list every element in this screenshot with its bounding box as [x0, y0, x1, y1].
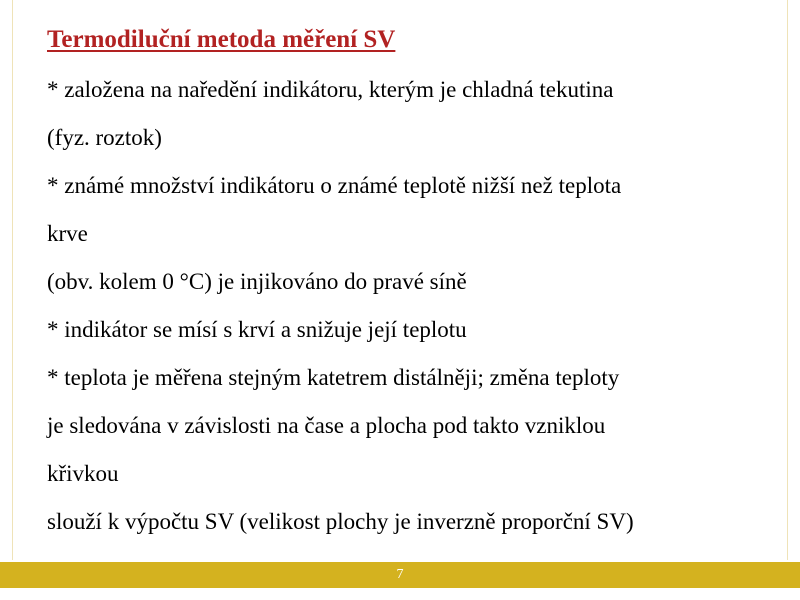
- slide-content: [47, 22, 767, 546]
- body-line-1: * založena na naředění indikátoru, kterým je chladná tekutina: [47, 77, 614, 102]
- slide-title: Termodiluční metoda měření SV: [47, 26, 396, 53]
- body-line-6: * indikátor se mísí s krví a snižuje její teplotu: [47, 317, 467, 342]
- body-line-3: * známé množství indikátoru o známé teplotě nižší než teplota: [47, 173, 622, 198]
- body-line-2: (fyz. roztok): [47, 125, 162, 150]
- page-number: 7: [396, 567, 404, 582]
- body-line-4: krve: [47, 221, 88, 246]
- body-line-5: (obv. kolem 0 °C) je injikováno do pravé síně: [47, 269, 467, 294]
- body-line-8: je sledována v závislosti na čase a plocha pod takto vzniklou: [47, 413, 606, 438]
- body-line-7: * teplota je měřena stejným katetrem distálněji; změna teploty: [47, 365, 620, 390]
- body-line-9: křivkou: [47, 461, 119, 486]
- body-line-10: slouží k výpočtu SV (velikost plochy je inverzně proporční SV): [47, 509, 634, 534]
